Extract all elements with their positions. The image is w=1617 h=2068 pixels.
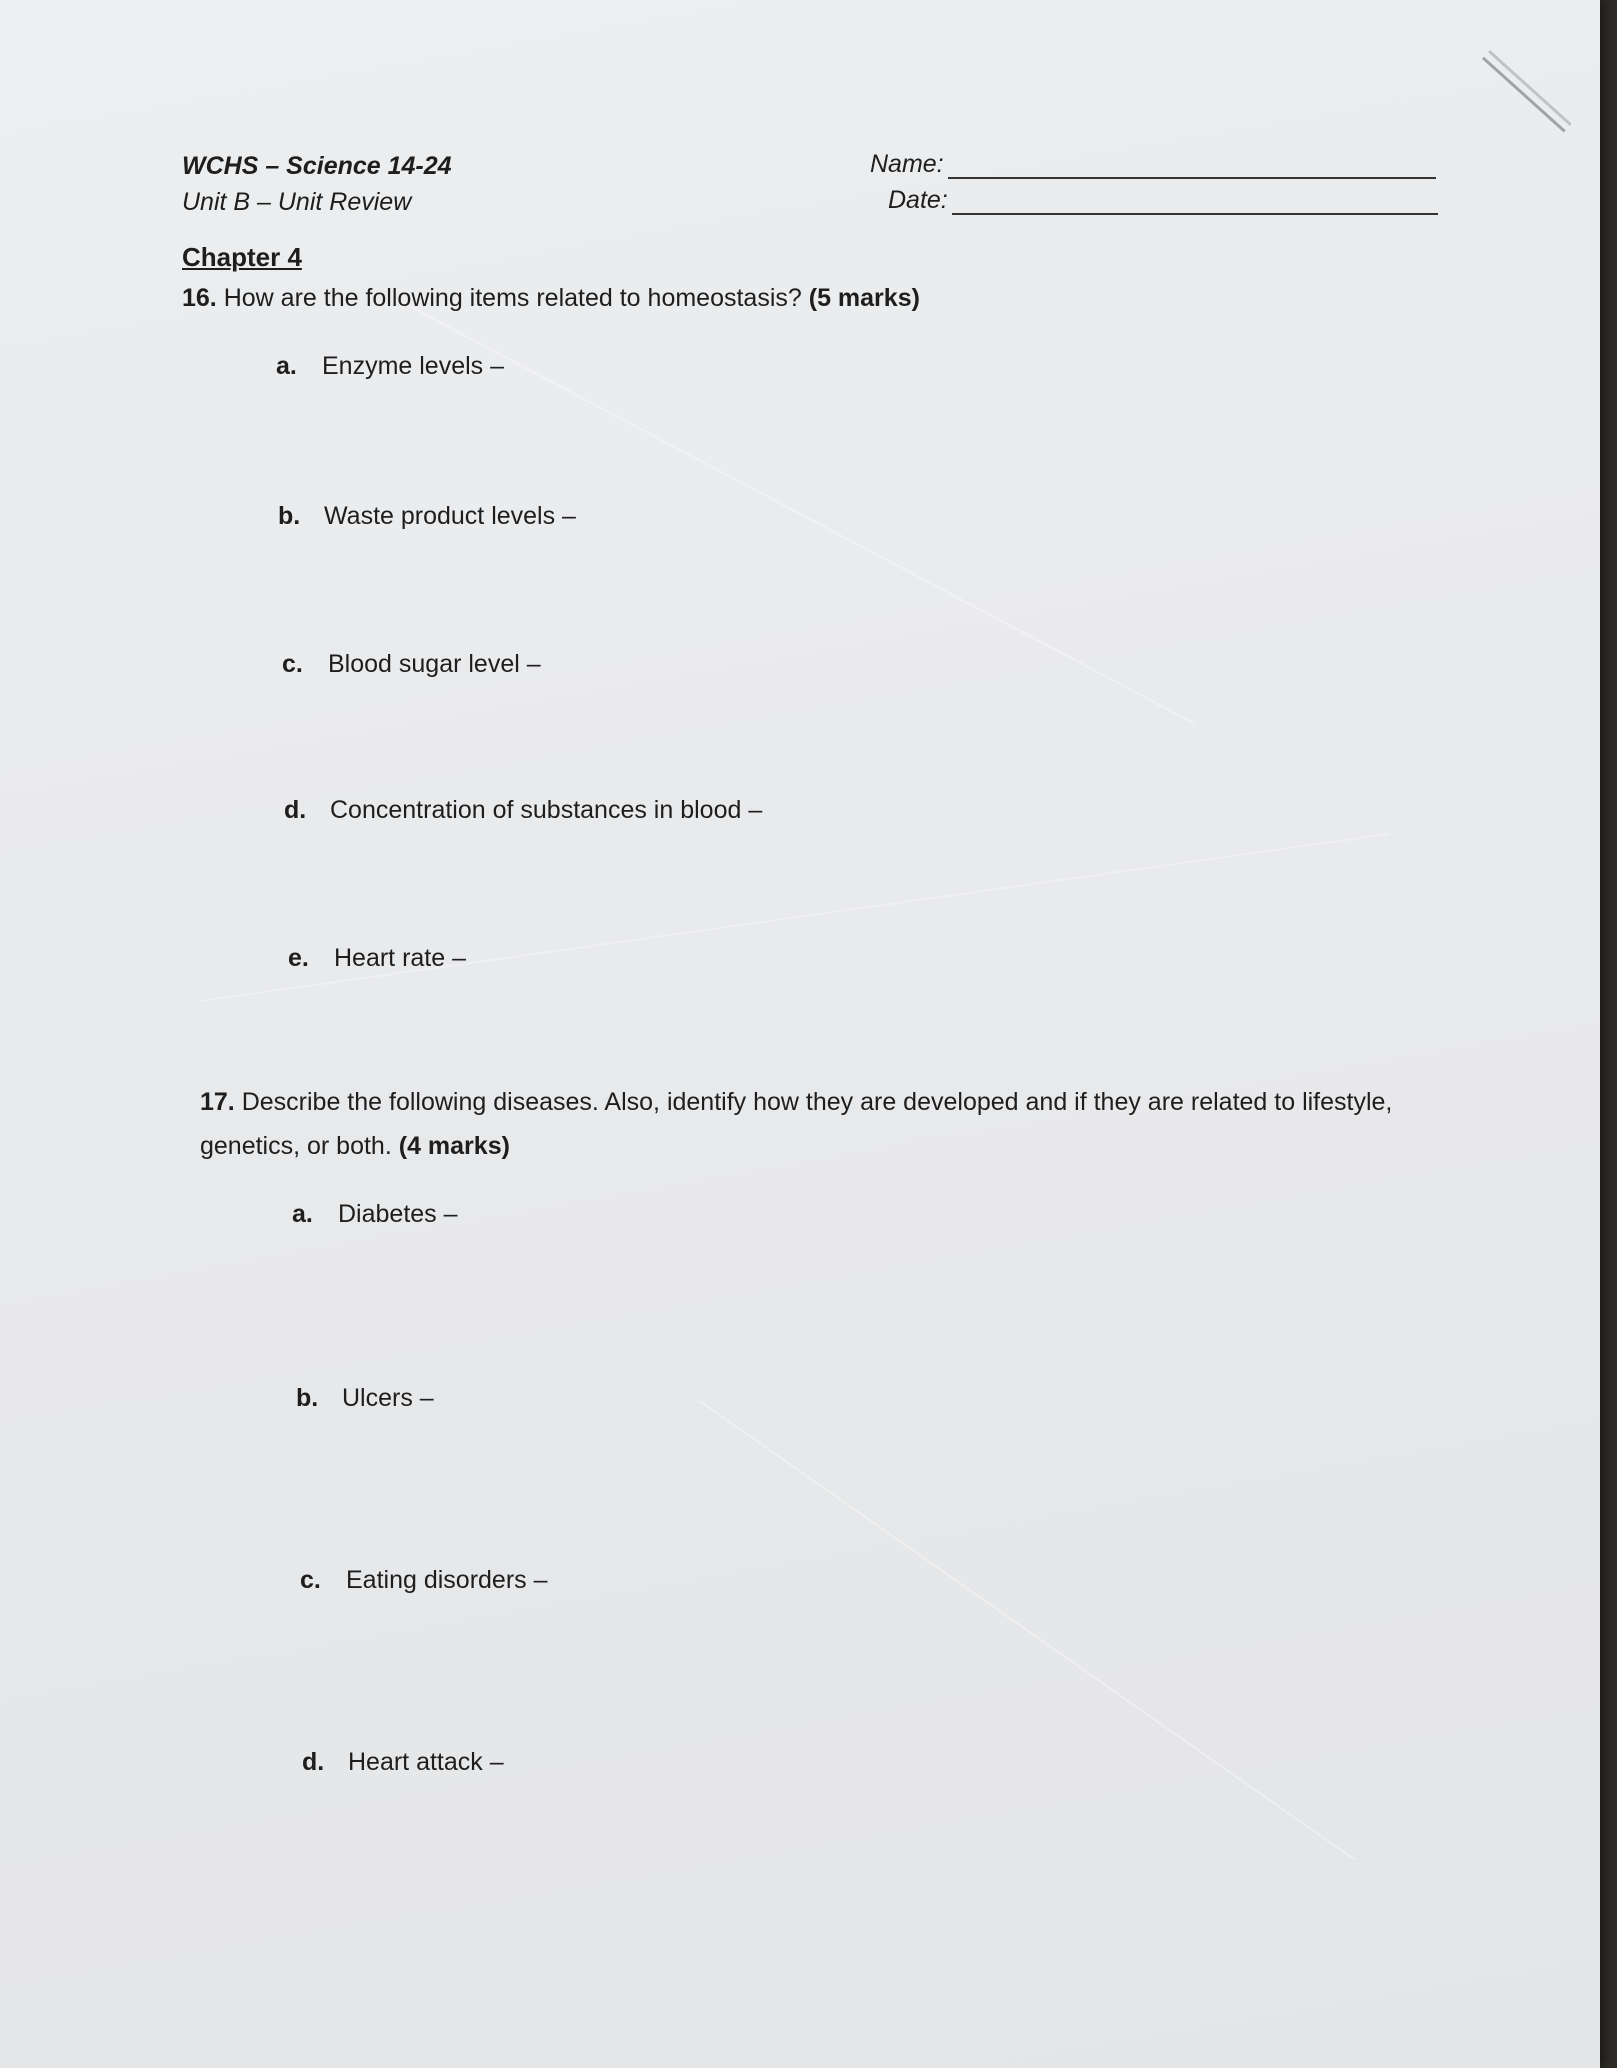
name-label: Name: [870,150,944,178]
list-item [300,1566,548,1595]
question-text: How are the following items related to homeostasis? [223,284,802,312]
item-letter: e. [288,944,309,972]
item-text: Heart attack – [348,1748,504,1776]
question-marks: (5 marks) [808,284,920,312]
item-text: Concentration of substances in blood – [330,796,763,824]
question-17 [200,1080,1440,1168]
item-letter: a. [292,1200,313,1228]
item-letter: c. [300,1566,321,1594]
question-number: 16. [182,284,217,312]
list-item [276,352,504,381]
item-letter: d. [302,1748,325,1776]
course-title: WCHS – Science 14-24 [182,152,452,180]
item-letter: c. [282,650,303,678]
list-item [288,944,466,973]
date-label: Date: [888,186,948,214]
list-item [278,502,576,531]
item-text: Eating disorders – [346,1566,548,1594]
unit-title: Unit B – Unit Review [182,188,412,216]
staple-icon [1482,50,1572,133]
date-line[interactable] [952,193,1438,215]
item-text: Waste product levels – [324,502,576,530]
list-item [282,650,541,679]
item-text: Enzyme levels – [322,352,505,380]
item-text: Heart rate – [334,944,467,972]
item-text: Diabetes – [338,1200,458,1228]
item-text: Ulcers – [342,1384,434,1412]
item-letter: b. [296,1384,319,1412]
paper-crease [699,1400,1355,1860]
list-item [296,1384,434,1413]
name-line[interactable] [948,157,1436,179]
list-item [302,1748,504,1777]
paper-crease [200,833,1389,1002]
list-item [292,1200,458,1229]
question-number: 17. [200,1088,235,1116]
question-16 [182,276,920,320]
item-text: Blood sugar level – [328,650,541,678]
list-item [284,796,762,825]
item-letter: d. [284,796,307,824]
question-text: Describe the following diseases. Also, identify how they are developed and if they are related to lifestyle, genetics, or both. [200,1088,1393,1160]
date-field[interactable] [888,186,1438,215]
name-field[interactable] [870,150,1436,179]
item-letter: a. [276,352,297,380]
question-marks: (4 marks) [398,1132,510,1160]
chapter-heading: Chapter 4 [182,242,302,272]
item-letter: b. [278,502,301,530]
